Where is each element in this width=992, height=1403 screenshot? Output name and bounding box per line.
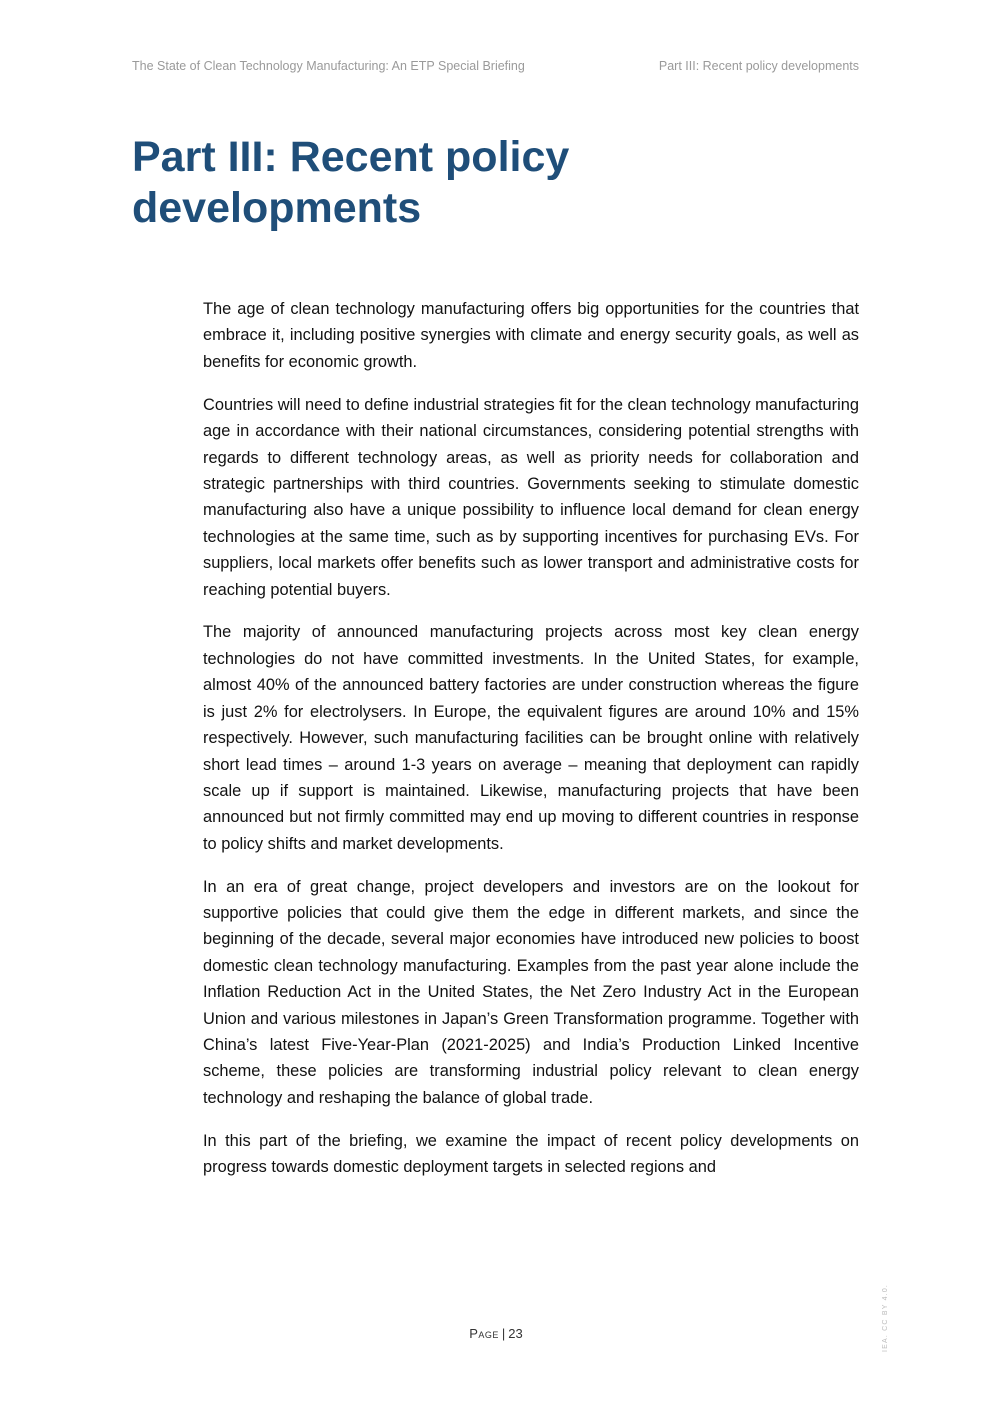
page-label: Page [469, 1326, 499, 1341]
license-watermark: IEA. CC BY 4.0. [882, 1283, 889, 1352]
paragraph-3: The majority of announced manufacturing projects across most key clean energy technologies do not have committed investments. In the United States, for example, almost 40% of the announced battery factories are under construction whereas the figure is just 2% for electrolysers. In Europe, the equivalent figures are around 10% and 15% respectively. However, such manufacturing facilities can be brought online with relatively short lead times – around 1-3 years on average – meaning that deployment can rapidly scale up if support is maintained. Likewise, manufacturing projects that have been announced but not firmly committed may end up moving to different countries in response to policy shifts and market developments. [203, 623, 859, 853]
page-footer [0, 1326, 992, 1341]
body-text [203, 296, 859, 1197]
paragraph-2: Countries will need to define industrial strategies fit for the clean technology manufacturing age in accordance with their national circumstances, considering potential strengths with regards to different technology areas, as well as priority needs for collaboration and strategic partnerships with third countries. Governments seeking to stimulate domestic manufacturing also have a unique possibility to influence local demand for clean energy technologies at the same time, such as by supporting incentives for purchasing EVs. For suppliers, local markets offer benefits such as lower transport and administrative costs for reaching potential buyers. [203, 395, 859, 599]
paragraph-4: In an era of great change, project developers and investors are on the lookout for supportive policies that could give them the edge in different markets, and since the beginning of the decade, several major economies have introduced new policies to boost domestic clean technology manufacturing. Examples from the past year alone include the Inflation Reduction Act in the United States, the Net Zero Industry Act in the European Union and various milestones in Japan’s Green Transformation programme. Together with China’s latest Five-Year-Plan (2021-2025) and India’s Production Linked Incentive scheme, these policies are transforming industrial policy relevant to clean energy technology and reshaping the balance of global trade. [203, 877, 859, 1107]
running-header-section: Part III: Recent policy developments [658, 59, 859, 73]
page-separator: | [501, 1326, 506, 1341]
running-header-title: The State of Clean Technology Manufacturing: An ETP Special Briefing [132, 59, 525, 73]
paragraph-1: The age of clean technology manufacturing offers big opportunities for the countries that embrace it, including positive synergies with climate and energy security goals, as well as benefits for economic growth. [203, 300, 859, 371]
page-title: Part III: Recent policy developments [132, 133, 570, 232]
page-number: 23 [508, 1326, 523, 1341]
paragraph-5: In this part of the briefing, we examine the impact of recent policy developments on progress towards domestic deployment targets in selected regions and [203, 1131, 859, 1177]
